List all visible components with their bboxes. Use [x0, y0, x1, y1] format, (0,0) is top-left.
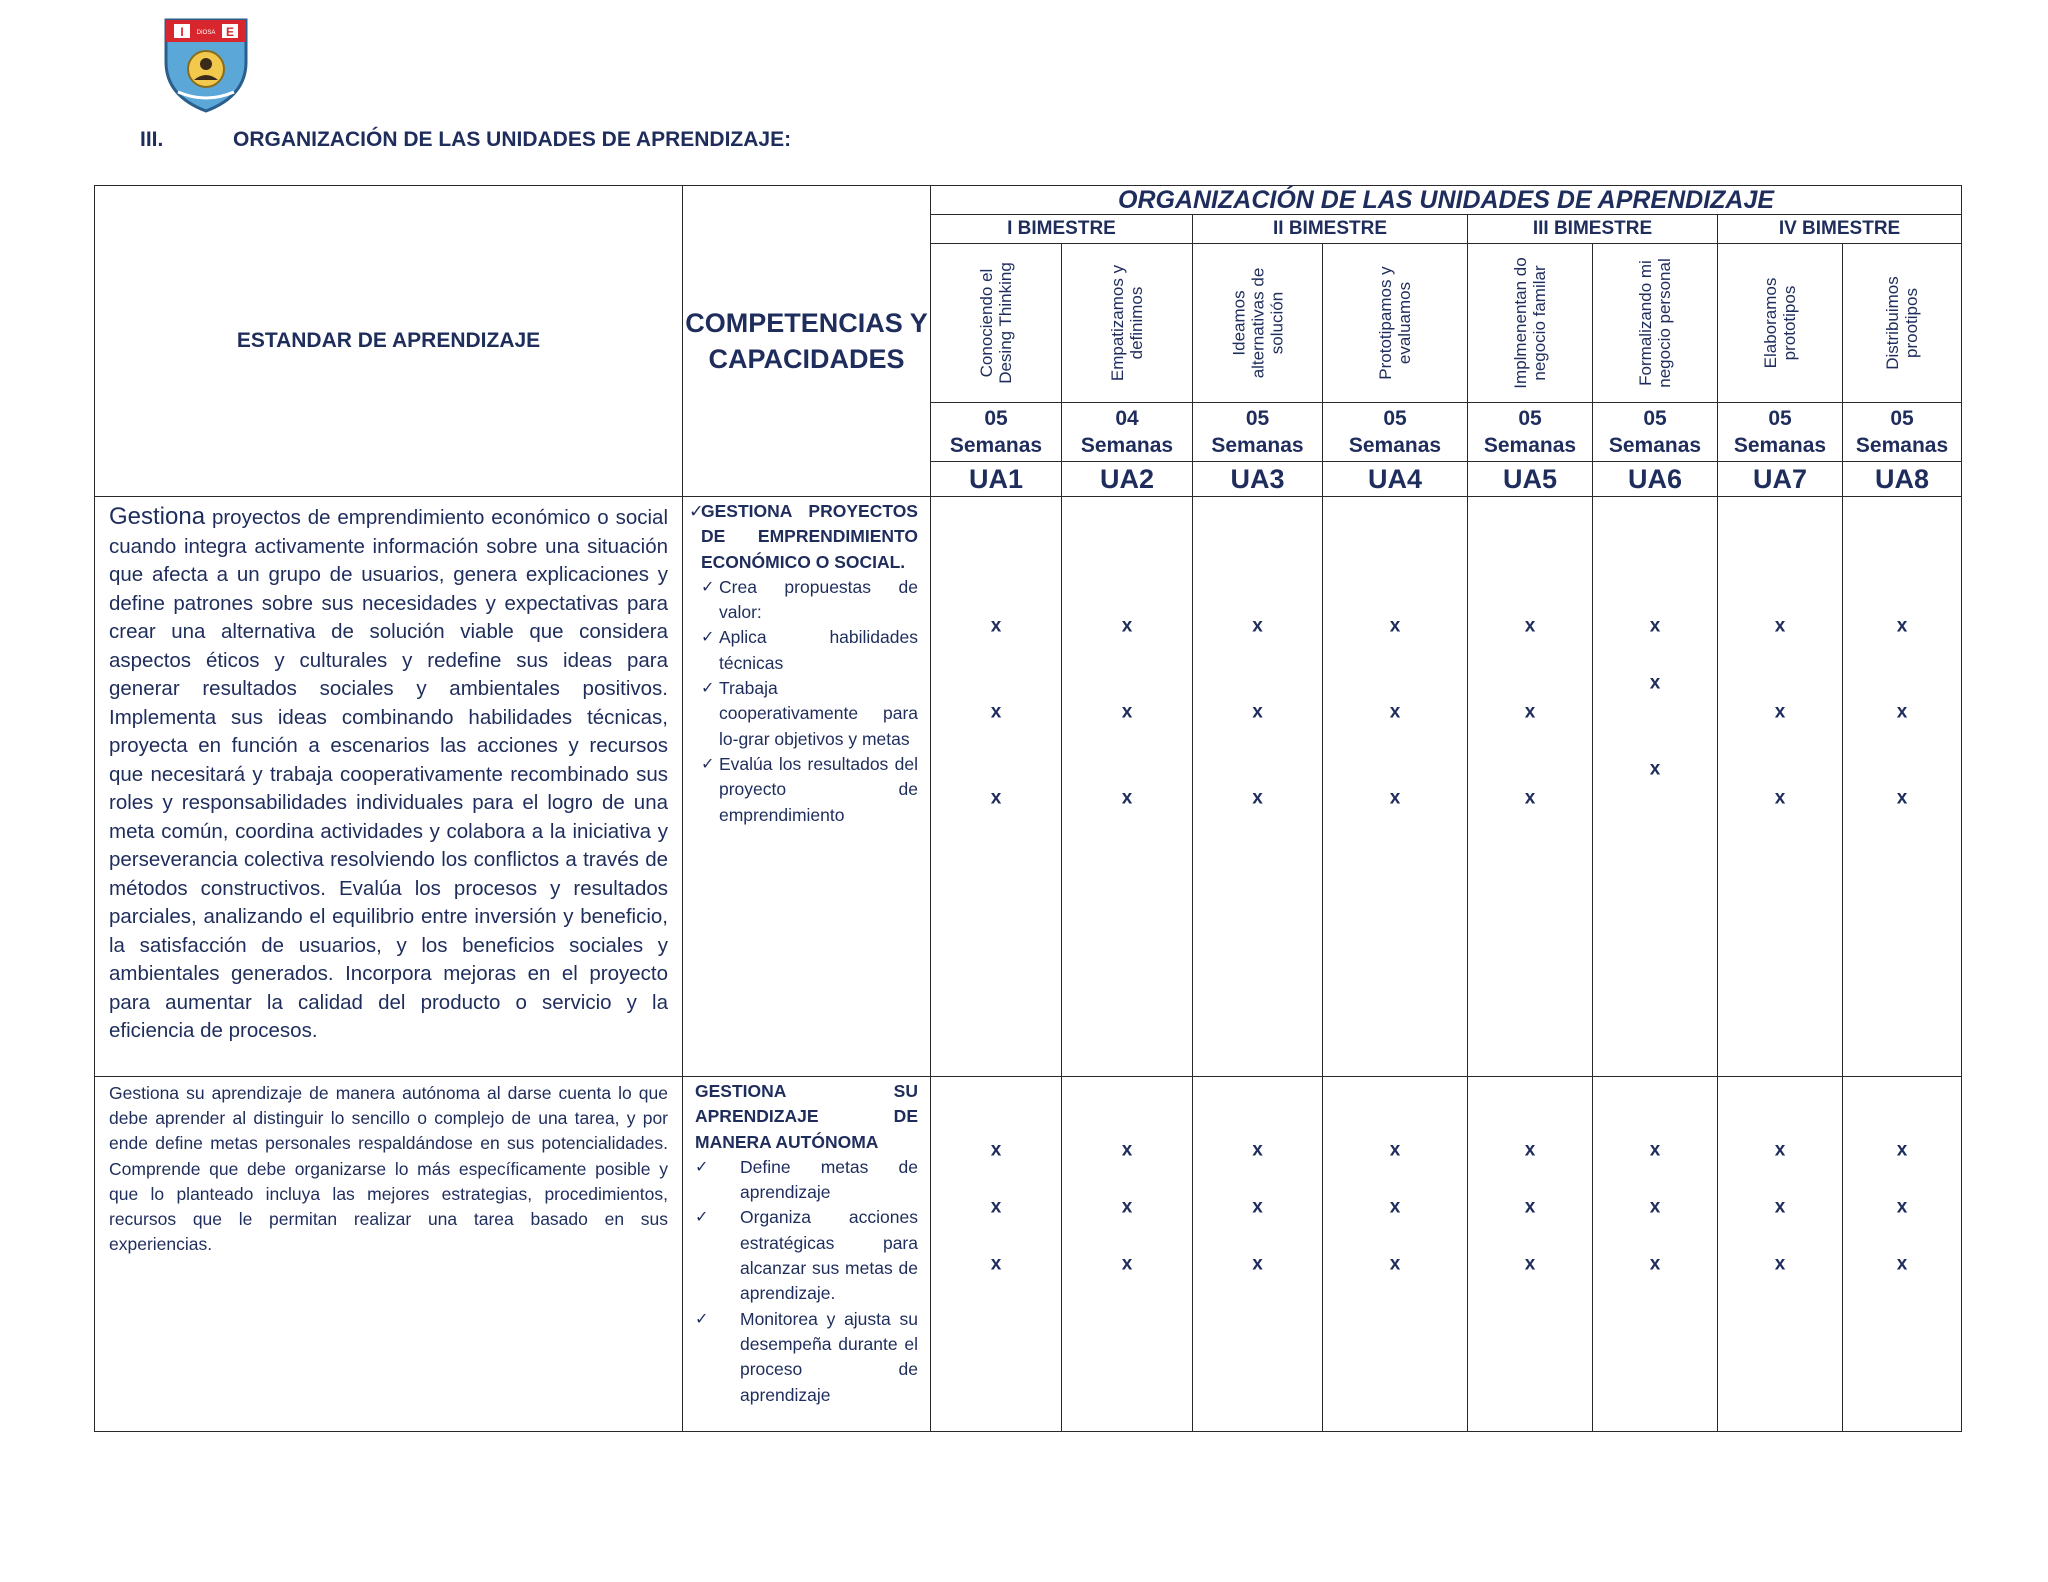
capacidad-text: Define metas de aprendizaje	[740, 1156, 918, 1203]
check-icon: ✓	[695, 1158, 709, 1176]
capacidades-list-1	[701, 575, 918, 828]
check-icon: ✓	[701, 578, 715, 596]
unit-code-1: UA1	[931, 462, 1062, 497]
header-estandar: ESTANDAR DE APRENDIZAJE	[95, 186, 683, 497]
table-row	[95, 497, 1962, 1077]
unit-code-3: UA3	[1193, 462, 1323, 497]
mark-cell-ua1	[931, 1077, 1062, 1432]
standard-first-word: Gestiona	[109, 503, 206, 530]
mark-x: x	[990, 1196, 1002, 1218]
standard-rest: proyectos de emprendimiento económico o social cuando integra activamente información sobre una situación que afecta a un grupo de usuarios, genera explicaciones y define patrones sobre sus necesidades y expectativas para crear una alternativa de solución viable que considera aspectos éticos y culturales y redefine sus ideas para generar resultados sociales y ambientales positivos. Implementa sus ideas combinando habilidades técnicas, proyecta en función a escenarios las acciones y recursos que necesitará y trabaja cooperativamente recombinado sus roles y responsabilidades individuales para el logro de una meta común, coordina actividades y colabora a la iniciativa y perseverancia colectiva resolviendo los conflictos a través de métodos constructivos. Evalúa los procesos y resultados parciales, analizando el equilibrio entre inversión y beneficio, la satisfacción de usuarios, y los beneficios sociales y ambientales generados. Incorpora mejoras en el proyecto para aumentar la calidad del producto o servicio y la eficiencia de procesos.	[109, 506, 668, 1042]
mark-x: x	[1524, 615, 1536, 637]
mark-cell-ua3	[1193, 1077, 1323, 1432]
mark-x: x	[1389, 701, 1401, 723]
mark-x: x	[1896, 615, 1908, 637]
check-icon: ✓	[701, 629, 715, 647]
units-organization-table	[94, 185, 1962, 1432]
unit-name-cell	[1323, 244, 1468, 403]
unit-name-cell	[1062, 244, 1193, 403]
weeks-number: 05	[1890, 407, 1914, 430]
weeks-cell	[1843, 403, 1962, 462]
mark-x: x	[1389, 1253, 1401, 1275]
check-icon: ✓	[701, 755, 715, 773]
mark-x: x	[1774, 787, 1786, 809]
mark-x: x	[1524, 787, 1536, 809]
capacidad-text: Trabaja cooperativamente para lo-grar objetivos y metas	[719, 678, 918, 749]
competencia-title-1	[689, 499, 918, 575]
weeks-label: Semanas	[1080, 434, 1174, 457]
weeks-number: 04	[1115, 407, 1139, 430]
unit-name-5: Implmenentan do negocio familar	[1511, 257, 1549, 389]
mark-cell-ua7	[1718, 1077, 1843, 1432]
mark-x: x	[1649, 615, 1661, 637]
mark-x: x	[990, 615, 1002, 637]
mark-x: x	[990, 787, 1002, 809]
unit-code-7: UA7	[1718, 462, 1843, 497]
mark-cell-ua7	[1718, 497, 1843, 1077]
mark-x: x	[1121, 615, 1133, 637]
unit-name-6: Formalizando mi negocio personal	[1636, 258, 1674, 388]
mark-x: x	[1524, 701, 1536, 723]
mark-x: x	[990, 1253, 1002, 1275]
list-item	[695, 1307, 918, 1408]
mark-x: x	[1774, 1253, 1786, 1275]
section-number: III.	[140, 128, 164, 151]
mark-cell-ua2	[1062, 1077, 1193, 1432]
mark-x: x	[1524, 1196, 1536, 1218]
unit-name-2: Empatizamos y definimos	[1108, 264, 1146, 382]
unit-code-4: UA4	[1323, 462, 1468, 497]
mark-x: x	[1252, 615, 1263, 637]
weeks-number: 05	[1245, 407, 1270, 430]
mark-x: x	[1389, 787, 1401, 809]
mark-cell-ua8	[1843, 1077, 1962, 1432]
bimestre-4: IV BIMESTRE	[1718, 215, 1962, 244]
mark-cell-ua6	[1593, 497, 1718, 1077]
mark-x: x	[1389, 1196, 1401, 1218]
capacidades-list-2	[695, 1155, 918, 1408]
competencia-cell-2	[683, 1077, 931, 1432]
logo-banner: DIOSA	[196, 30, 216, 36]
bimestre-3: III BIMESTRE	[1468, 215, 1718, 244]
mark-x: x	[1774, 1139, 1786, 1161]
section-heading	[140, 128, 791, 152]
section-title: ORGANIZACIÓN DE LAS UNIDADES DE APRENDIZAJE:	[233, 128, 792, 151]
check-icon: ✓	[701, 680, 715, 698]
weeks-number: 05	[1518, 407, 1542, 430]
competencia-title-text: GESTIONA PROYECTOS DE EMPRENDIMIENTO ECONÓMICO O SOCIAL.	[701, 501, 918, 572]
mark-x: x	[1524, 1139, 1536, 1161]
weeks-label: Semanas	[1855, 434, 1949, 457]
list-item	[695, 1155, 918, 1206]
mark-x: x	[1389, 1139, 1401, 1161]
weeks-cell	[931, 403, 1062, 462]
mark-cell-ua5	[1468, 1077, 1593, 1432]
weeks-label: Semanas	[1733, 434, 1827, 457]
mark-x: x	[1121, 1139, 1133, 1161]
capacidad-text: Organiza acciones estratégicas para alcanzar sus metas de aprendizaje.	[740, 1207, 918, 1304]
mark-x: x	[1649, 1196, 1661, 1218]
mark-x: x	[990, 1139, 1002, 1161]
mark-cell-ua1	[931, 497, 1062, 1077]
unit-code-6: UA6	[1593, 462, 1718, 497]
mark-x: x	[1896, 1196, 1908, 1218]
mark-x: x	[1774, 701, 1786, 723]
unit-name-1: Conociendo el Desing Thinking	[977, 262, 1015, 384]
unit-code-5: UA5	[1468, 462, 1593, 497]
check-icon: ✓	[695, 1209, 709, 1227]
mark-x: x	[1252, 701, 1263, 723]
weeks-number: 05	[1768, 407, 1792, 430]
mark-x: x	[1121, 701, 1133, 723]
school-crest-logo	[160, 14, 252, 114]
bimestre-2: II BIMESTRE	[1193, 215, 1468, 244]
capacidad-text: Aplica habilidades técnicas	[719, 627, 918, 673]
mark-cell-ua6	[1593, 1077, 1718, 1432]
weeks-cell	[1718, 403, 1843, 462]
mark-x: x	[1896, 1253, 1908, 1275]
unit-name-cell	[1193, 244, 1323, 403]
mark-x: x	[1649, 1253, 1661, 1275]
mark-x: x	[1649, 758, 1661, 780]
capacidad-text: Evalúa los resultados del proyecto de emprendimiento	[719, 753, 918, 825]
competencia-title-2	[695, 1079, 918, 1155]
unit-name-4: Prototipamos y evaluamos	[1376, 266, 1414, 380]
logo-letter-right: E	[225, 25, 235, 39]
standard-text-1	[95, 497, 683, 1077]
mark-cell-ua4	[1323, 497, 1468, 1077]
mark-x: x	[1252, 1196, 1263, 1218]
unit-name-cell	[1718, 244, 1843, 403]
weeks-number: 05	[1643, 407, 1667, 430]
capacidad-text: Monitorea y ajusta su desempeña durante el proceso de aprendizaje	[740, 1308, 918, 1405]
list-item	[701, 752, 918, 828]
weeks-label: Semanas	[1348, 434, 1442, 457]
weeks-number: 05	[1383, 407, 1407, 430]
mark-cell-ua3	[1193, 497, 1323, 1077]
unit-name-8: Distribuimos prootipos	[1883, 276, 1922, 370]
unit-name-7: Elaboramos prototipos	[1761, 277, 1799, 369]
mark-x: x	[1524, 1253, 1536, 1275]
mark-x: x	[1252, 787, 1263, 809]
mark-x: x	[1896, 1139, 1908, 1161]
weeks-cell	[1193, 403, 1323, 462]
mark-x: x	[1774, 1196, 1786, 1218]
mark-x: x	[1121, 1253, 1133, 1275]
weeks-cell	[1323, 403, 1468, 462]
standard-text-2: Gestiona su aprendizaje de manera autónoma al darse cuenta lo que debe aprender al distinguir lo sencillo o complejo de una tarea, y por ende define metas personales respaldándose en sus potencialidades. Comprende que debe organizarse lo más específicamente posible y que lo planteado incluya las mejores estrategias, procedimientos, recursos que le permitan realizar una tarea basado en sus experiencias.	[95, 1077, 683, 1432]
weeks-cell	[1062, 403, 1193, 462]
competencia-cell-1	[683, 497, 931, 1077]
mark-x: x	[1252, 1139, 1263, 1161]
weeks-number: 05	[984, 407, 1008, 430]
mark-x: x	[1252, 1253, 1263, 1275]
bimestre-1: I BIMESTRE	[931, 215, 1193, 244]
unit-name-cell	[931, 244, 1062, 403]
header-organizacion: ORGANIZACIÓN DE LAS UNIDADES DE APRENDIZAJE	[931, 186, 1962, 215]
mark-x: x	[1649, 672, 1661, 694]
weeks-cell	[1468, 403, 1593, 462]
mark-x: x	[1896, 701, 1908, 723]
mark-cell-ua8	[1843, 497, 1962, 1077]
mark-x: x	[990, 701, 1002, 723]
mark-cell-ua4	[1323, 1077, 1468, 1432]
mark-x: x	[1121, 1196, 1133, 1218]
unit-name-cell	[1843, 244, 1962, 403]
list-item	[701, 676, 918, 752]
check-icon: ✓	[689, 501, 704, 521]
weeks-label: Semanas	[1483, 434, 1577, 457]
unit-name-cell	[1593, 244, 1718, 403]
logo-letter-left: I	[180, 25, 184, 39]
table-row	[95, 1077, 1962, 1432]
weeks-cell	[1593, 403, 1718, 462]
mark-x: x	[1896, 787, 1908, 809]
weeks-label: Semanas	[1211, 434, 1304, 457]
unit-code-8: UA8	[1843, 462, 1962, 497]
unit-code-2: UA2	[1062, 462, 1193, 497]
mark-cell-ua2	[1062, 497, 1193, 1077]
mark-cell-ua5	[1468, 497, 1593, 1077]
list-item	[701, 625, 918, 676]
header-competencias	[683, 186, 931, 497]
header-competencias-line2: CAPACIDADES	[708, 344, 905, 374]
unit-name-3: Ideamos alternativas de solución	[1229, 267, 1286, 379]
list-item	[701, 575, 918, 626]
mark-x: x	[1649, 1139, 1661, 1161]
weeks-label: Semanas	[949, 434, 1043, 457]
weeks-label: Semanas	[1608, 434, 1702, 457]
header-competencias-line1: COMPETENCIAS Y	[685, 308, 928, 338]
list-item	[695, 1205, 918, 1306]
mark-x: x	[1389, 615, 1401, 637]
unit-name-cell	[1468, 244, 1593, 403]
mark-x: x	[1121, 787, 1133, 809]
capacidad-text: Crea propuestas de valor:	[719, 576, 918, 623]
check-icon: ✓	[695, 1310, 709, 1328]
mark-x: x	[1774, 615, 1786, 637]
competencia-title-text: GESTIONA SU APRENDIZAJE DE MANERA AUTÓNOMA	[695, 1081, 918, 1152]
